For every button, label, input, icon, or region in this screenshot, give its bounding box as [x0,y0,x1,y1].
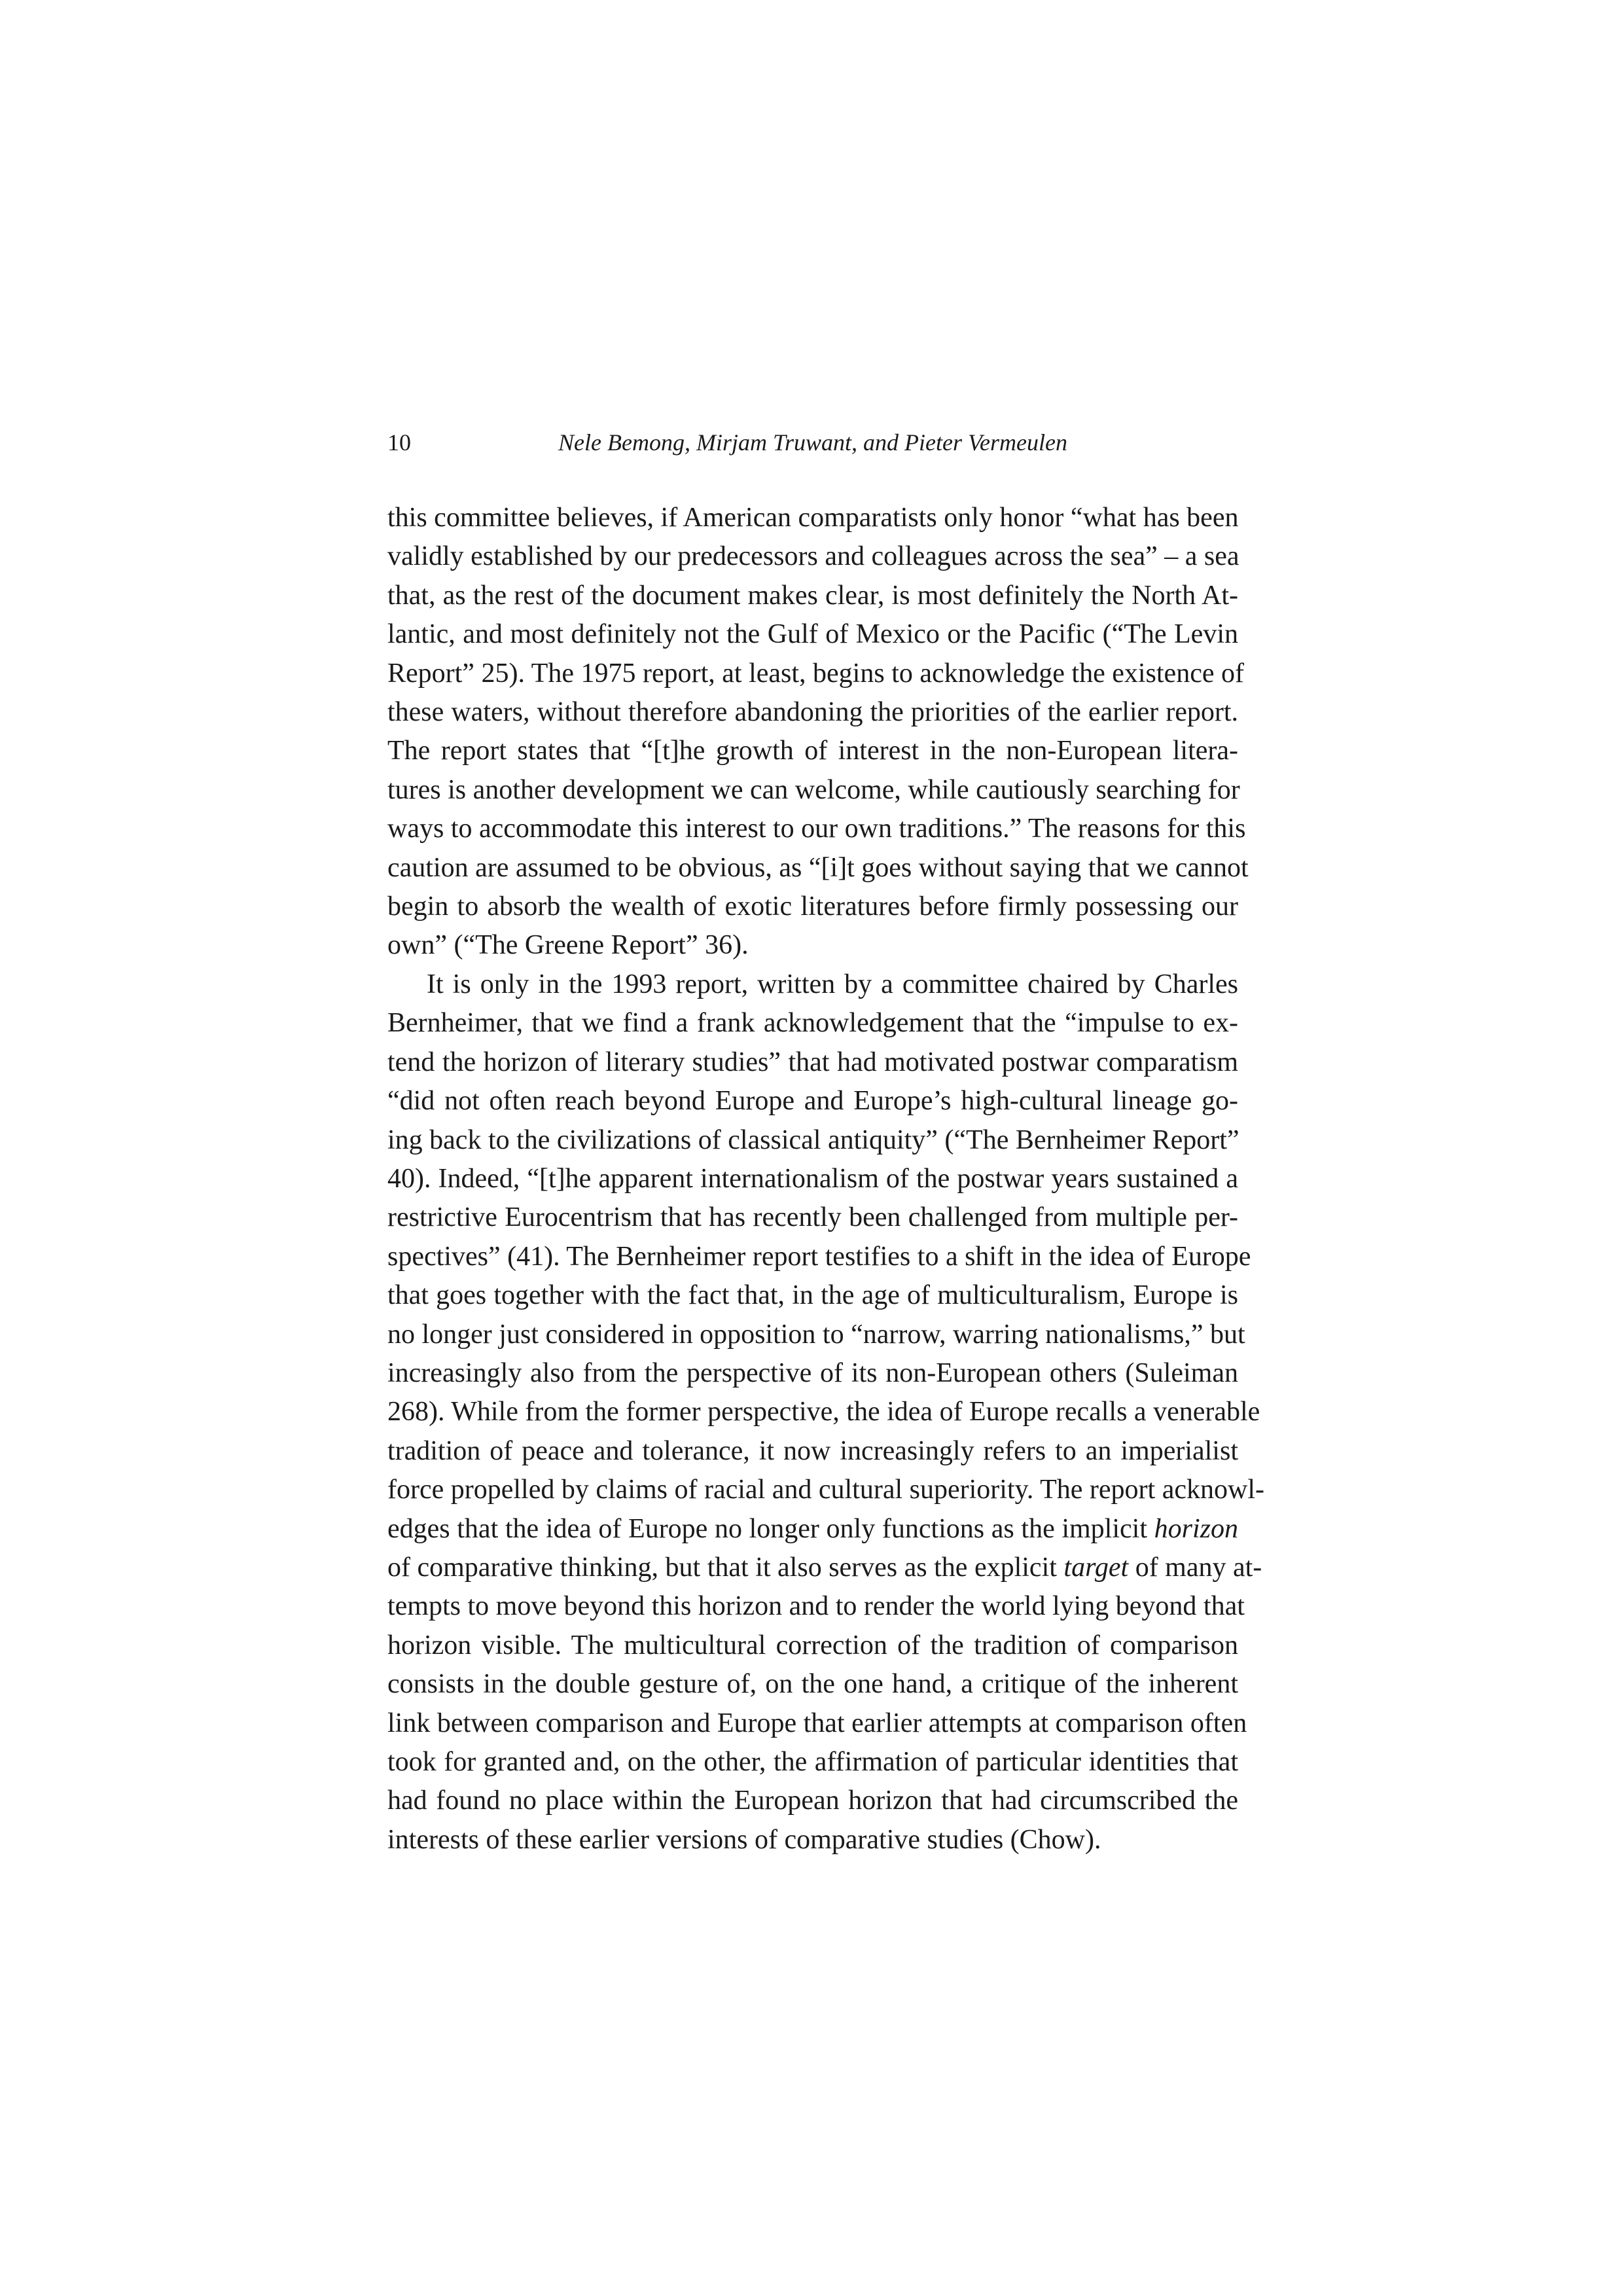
paragraph-1 [387,499,1249,965]
body-text [387,499,1264,1859]
text-line: that, as the rest of the document makes clear, is most definitely the North At- [387,580,1238,611]
text-line: no longer just considered in opposition to “narrow, warring nationalisms,” but [387,1319,1245,1350]
text-line: horizon visible. The multicultural correction of the tradition of comparison [387,1630,1238,1660]
text-segment: of comparative thinking, but that it also serves as the explicit [387,1552,1064,1583]
emphasis-target: target [1063,1552,1129,1583]
text-line: tradition of peace and tolerance, it now increasingly refers to an imperialist [387,1435,1238,1466]
text-line: Report” 25). The 1975 report, at least, begins to acknowledge the existence of [387,658,1244,689]
text-segment: of many at- [1128,1552,1262,1583]
running-head [387,429,1238,468]
text-line: tempts to move beyond this horizon and to render the world lying beyond that [387,1591,1245,1622]
running-head-authors: Nele Bemong, Mirjam Truwant, and Pieter Vermeulen [558,429,1067,456]
text-line: that goes together with the fact that, in the age of multiculturalism, Europe is [387,1280,1238,1311]
text-line: lantic, and most definitely not the Gulf of Mexico or the Pacific (“The Levin [387,619,1238,650]
text-line: spectives” (41). The Bernheimer report testifies to a shift in the idea of Europe [387,1241,1251,1272]
text-segment: edges that the idea of Europe no longer only functions as the implicit [387,1513,1154,1544]
text-line [387,1510,1238,1549]
text-line: increasingly also from the perspective of its non-European others (Suleiman [387,1357,1238,1388]
text-line: interests of these earlier versions of comparative studies (Chow). [387,1824,1101,1855]
text-line: own” (“The Greene Report” 36). [387,930,749,961]
text-line: link between comparison and Europe that earlier attempts at comparison often [387,1708,1247,1738]
text-line: caution are assumed to be obvious, as “[i]t goes without saying that we cannot [387,852,1249,883]
page-number: 10 [387,429,411,456]
text-line [387,1549,1262,1587]
text-line: tures is another development we can welcome, while cautiously searching for [387,774,1240,805]
text-line: ing back to the civilizations of classical antiquity” (“The Bernheimer Report” [387,1124,1240,1155]
text-line: tend the horizon of literary studies” that had motivated postwar comparatism [387,1047,1238,1077]
text-line: The report states that “[t]he growth of interest in the non-European litera- [387,736,1238,766]
text-line: 268). While from the former perspective, the idea of Europe recalls a venerable [387,1397,1260,1427]
text-line: consists in the double gesture of, on the one hand, a critique of the inherent [387,1669,1238,1700]
text-line: 40). Indeed, “[t]he apparent internationalism of the postwar years sustained a [387,1163,1238,1194]
text-line: It is only in the 1993 report, written by a committee chaired by Charles [427,969,1238,999]
paragraph-2 [387,965,1264,1859]
emphasis-horizon: horizon [1154,1513,1238,1544]
text-line: these waters, without therefore abandoning the priorities of the earlier report. [387,697,1238,728]
text-line: had found no place within the European horizon that had circumscribed the [387,1785,1238,1816]
text-line: this committee believes, if American comparatists only honor “what has been [387,503,1239,533]
text-line: “did not often reach beyond Europe and Europe’s high-cultural lineage go- [387,1086,1238,1117]
text-line: took for granted and, on the other, the affirmation of particular identities that [387,1747,1238,1777]
text-line: validly established by our predecessors and colleagues across the sea” – a sea [387,541,1240,572]
text-line: begin to absorb the wealth of exotic literatures before firmly possessing our [387,891,1238,922]
text-line: ways to accommodate this interest to our own traditions.” The reasons for this [387,814,1246,844]
page [387,429,1264,1859]
text-line: restrictive Eurocentrism that has recently been challenged from multiple per- [387,1202,1238,1233]
text-line: force propelled by claims of racial and cultural superiority. The report acknowl- [387,1475,1264,1505]
text-line: Bernheimer, that we find a frank acknowledgement that the “impulse to ex- [387,1008,1238,1039]
